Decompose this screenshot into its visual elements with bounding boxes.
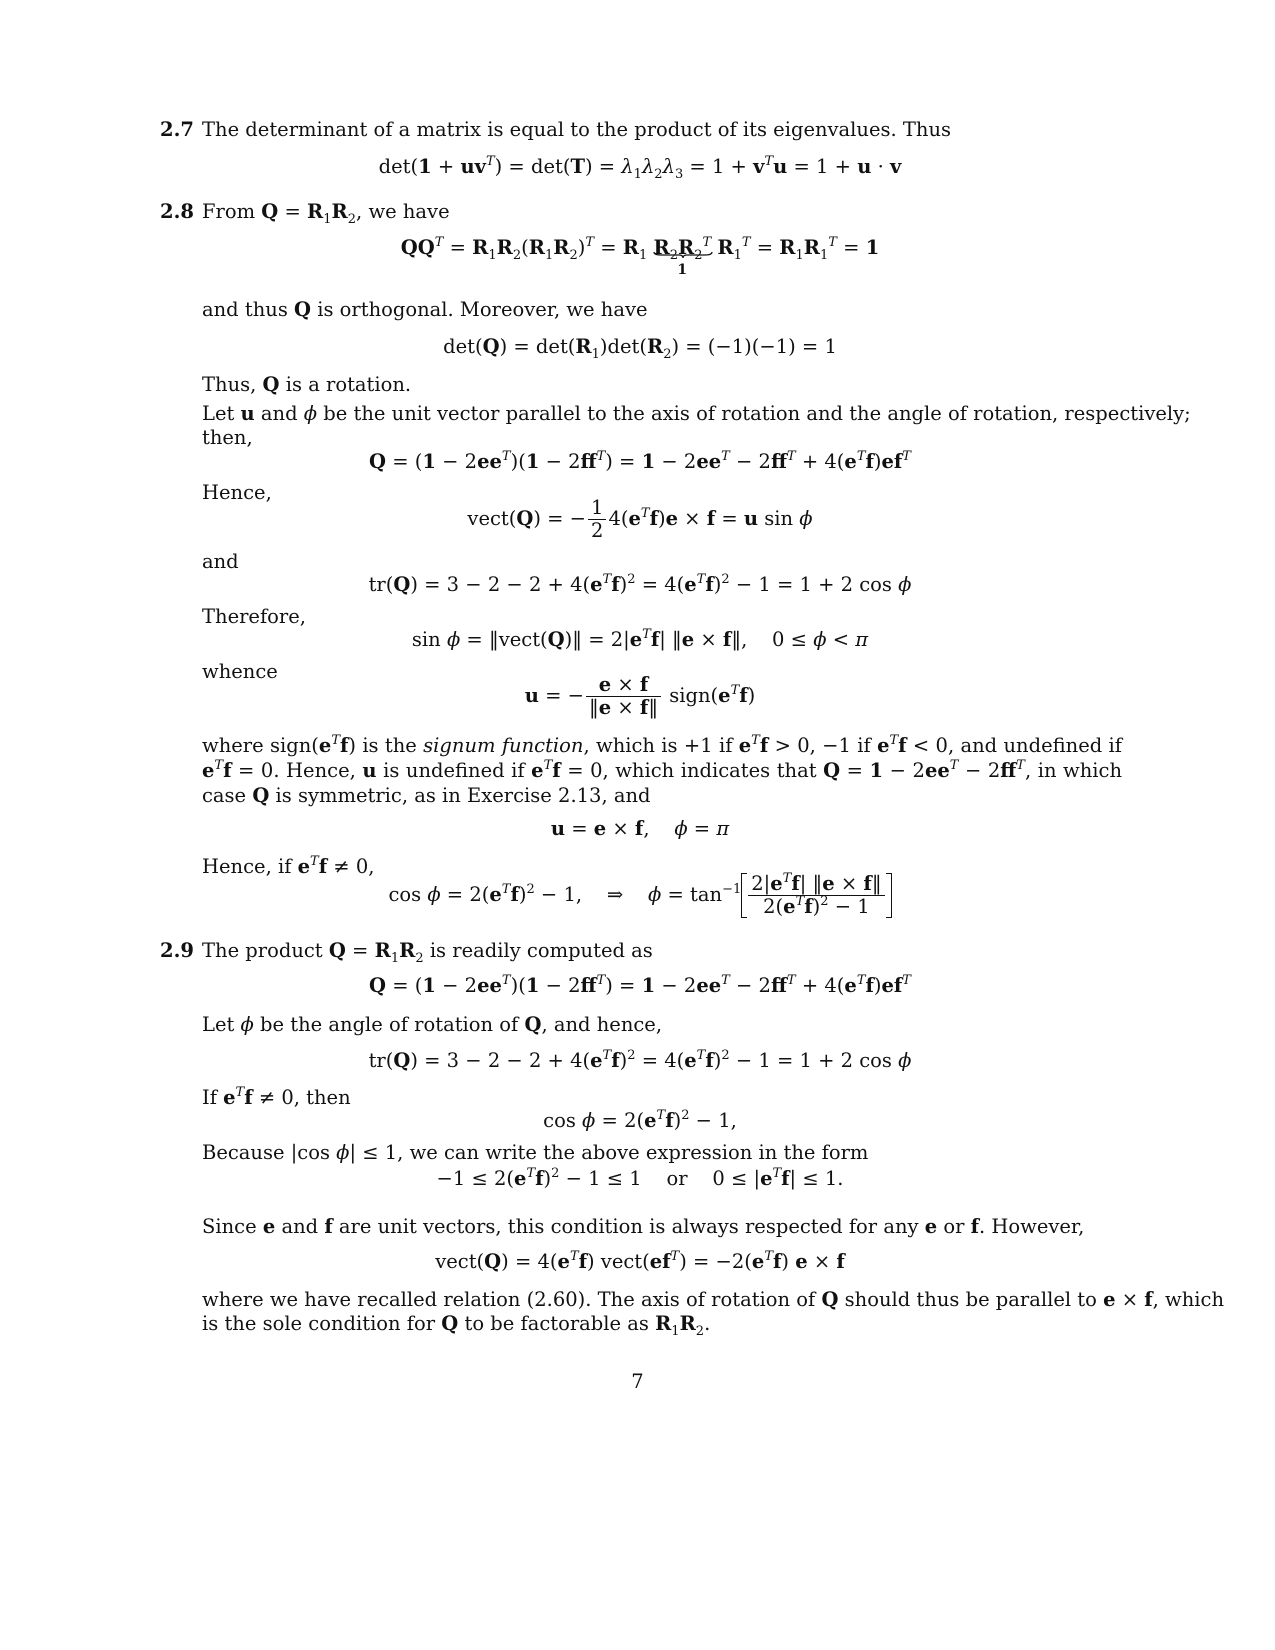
paragraph-signum: where $sign(e^Tf)$ is the signum function, which is +1 if $e^Tf > 0$, −1 if $e^Tf < 0$, and undefined if $e^Tf = 0$. Hence, u is undefined if $e^Tf = 0$, which indicates that $Q = 1 - 2ee^T - 2ff^T$, in which case Q is symmetric, as in Exercise 2.13, and bbox=[202, 733, 1123, 807]
equation-sin-phi: sin ϕ = ‖vect(Q)‖ = $2|e^Tf|$ ‖e × f‖, 0 ≤ ϕ < π bbox=[411, 627, 869, 651]
equation-vect-q-2: vect(Q) = $4(e^Tf)$ $vect(ef^T) = -2(e^Tf) e \times f$ bbox=[435, 1249, 845, 1273]
equation-vect-q: vect(Q) = − $\frac{1}{2}$ $4(e^Tf)e \times f = u$ sin ϕ bbox=[467, 496, 813, 542]
paragraph-let-phi: Let ϕ be the angle of rotation of Q, and hence, bbox=[202, 1013, 663, 1036]
equation-u-symmetric: u = e × f, ϕ = π bbox=[550, 817, 730, 840]
paragraph-2-8-intro: From $Q = R_1R_2$, we have bbox=[202, 200, 450, 227]
paragraph-2-7: The determinant of a matrix is equal to the product of its eigenvalues. Thus bbox=[202, 118, 952, 141]
paragraph-and: and bbox=[202, 550, 239, 573]
equation-cos-phi-2: $\cos \phi = 2(e^Tf)^2 - 1$, bbox=[543, 1108, 737, 1132]
section-number-2-8: 2.8 bbox=[160, 200, 194, 223]
section-number-2-7: 2.7 bbox=[160, 118, 194, 141]
equation-orthogonality: $QQ^T = R_1R_2(R_1R_2)^T = R_1$ $R_2R_2^T$ 1 $R_1^T = R_1R_1^T = 1$ bbox=[400, 235, 880, 278]
paragraph-recalled: where we have recalled relation (2.60). The axis of rotation of Q should thus be parallel to e × f, which bbox=[202, 1288, 1225, 1311]
equation-cos-phi: $\cos \phi = 2(e^Tf)^2 - 1$, ⇒ $\phi = \tan^{-1}$ $\frac{2|e^Tf| ‖e \times f‖}{2(e^Tf)^2 - 1}$ bbox=[160, 873, 1120, 918]
equation-q-expansion: $Q = (1 - 2ee^T)(1 - 2ff^T) = 1 - 2ee^T - 2ff^T + 4(e^Tf)ef^T$ bbox=[369, 449, 911, 473]
paragraph-rotation: Thus, Q is a rotation. bbox=[202, 373, 412, 396]
paragraph-therefore: Therefore, bbox=[202, 605, 306, 628]
paragraph-because: Because |cos ϕ| ≤ 1, we can write the above expression in the form bbox=[202, 1141, 869, 1164]
equation-inequality: $-1 \le 2(e^Tf)^2 - 1 \le 1$ or $0 \le |e^Tf| \le 1$. bbox=[436, 1166, 844, 1190]
paragraph-sole-condition: is the sole condition for Q to be factorable as $R_1R_2$. bbox=[202, 1312, 711, 1339]
equation-u: u = − $\frac{e \times f}{‖e \times f‖}$ $sign(e^Tf)$ bbox=[524, 673, 756, 719]
paragraph-since: Since e and f are unit vectors, this condition is always respected for any e or f. However, bbox=[202, 1215, 1085, 1238]
paragraph-whence: whence bbox=[202, 660, 278, 683]
section-number-2-9: 2.9 bbox=[160, 939, 194, 962]
paragraph-hence: Hence, bbox=[202, 481, 272, 504]
paragraph-orthogonal: and thus Q is orthogonal. Moreover, we have bbox=[202, 298, 648, 321]
paragraph-then: then, bbox=[202, 426, 253, 449]
equation-q-product: $Q = (1 - 2ee^T)(1 - 2ff^T) = 1 - 2ee^T - 2ff^T + 4(e^Tf)ef^T$ bbox=[369, 973, 911, 997]
paragraph-hence-if: Hence, if $e^Tf \ne 0$, bbox=[202, 854, 375, 878]
paragraph-if-ef: If $e^Tf \ne 0$, then bbox=[202, 1085, 351, 1109]
underbrace: $R_2R_2^T$ 1 bbox=[653, 235, 712, 278]
page-number: 7 bbox=[631, 1370, 644, 1393]
paragraph-let-u: Let u and ϕ be the unit vector parallel to the axis of rotation and the angle of rotation, respectively; bbox=[202, 402, 1191, 425]
equation-determinant: $\det(1 + uv^T) = \det(T) = \lambda_1\lambda_2\lambda_3 = 1 + v^Tu = 1 + u \cdot v$ bbox=[378, 154, 902, 182]
equation-det-q: $\det(Q) = \det(R_1)\det(R_2) = (-1)(-1) = 1$ bbox=[443, 335, 837, 362]
equation-trace-q: $tr(Q) = 3 - 2 - 2 + 4(e^Tf)^2 = 4(e^Tf)^2 - 1 = 1 + 2$ cos ϕ bbox=[368, 572, 912, 596]
paragraph-2-9-intro: The product $Q = R_1R_2$ is readily computed as bbox=[202, 939, 653, 966]
equation-trace-q-2: $tr(Q) = 3 - 2 - 2 + 4(e^Tf)^2 = 4(e^Tf)^2 - 1 = 1 + 2$ cos ϕ bbox=[368, 1048, 912, 1072]
